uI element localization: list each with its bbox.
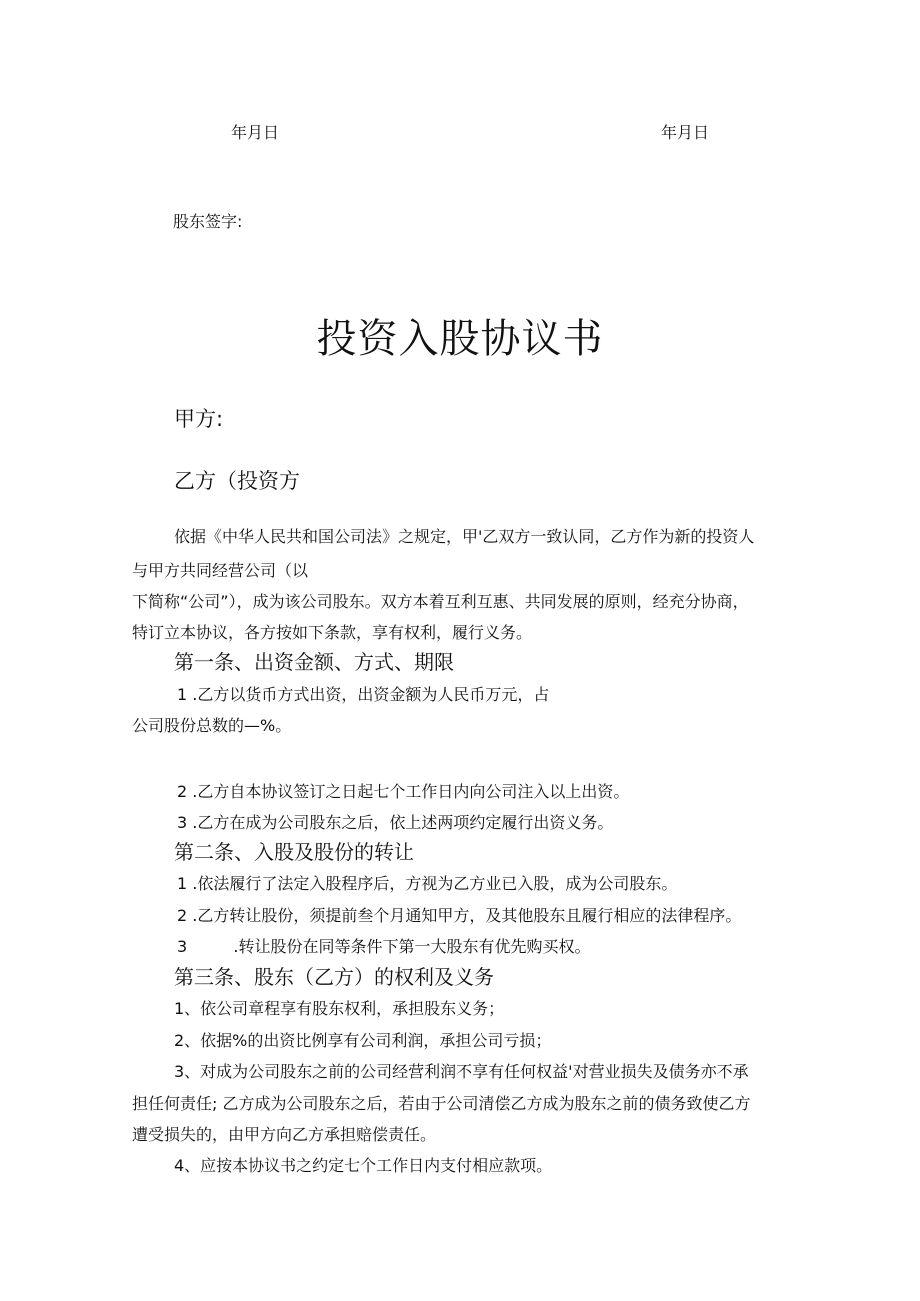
date-left: 年月日: [231, 123, 280, 142]
article-3-item-1: 1、依公司章程享有股东权利，承担股东义务；: [174, 999, 505, 1018]
intro-line-3: 下简称“公司”），成为该公司股东。双方本着互利互惠、共同发展的原则，经充分协商，: [132, 592, 749, 611]
article-2-item-3-text: .转让股份在同等条件下第一大股东有优先购买权。: [233, 937, 591, 956]
article-1-item-3: 3 .乙方在成为公司股东之后，依上述两项约定履行出资义务。: [177, 813, 614, 832]
article-2-item-3: [177, 936, 590, 958]
article-1-item-1-line-2: 公司股份总数的—%。: [132, 716, 292, 735]
intro-line-2: 与甲方共同经营公司（以: [132, 561, 309, 580]
article-1-item-1-line-1: 1 .乙方以货币方式出资，出资金额为人民币万元，占: [177, 685, 550, 704]
article-2-heading: 第二条、入股及股份的转让: [174, 840, 414, 864]
intro-line-4: 特订立本协议，各方按如下条款，享有权利，履行义务。: [132, 623, 533, 642]
article-2-item-3-number: 3: [177, 937, 188, 956]
article-2-item-2: 2 .乙方转让股份，须提前叁个月通知甲方，及其他股东且履行相应的法律程序。: [177, 906, 742, 925]
article-3-item-3-line-3: 遭受损失的，由甲方向乙方承担赔偿责任。: [132, 1125, 437, 1144]
signature-label: 股东签字:: [173, 212, 243, 231]
article-3-item-2: 2、依据%的出资比例享有公司利润，承担公司亏损；: [174, 1031, 552, 1050]
article-3-heading: 第三条、股东（乙方）的权利及义务: [174, 965, 494, 989]
party-b-label: 乙方（投资方: [174, 469, 300, 493]
article-2-item-1: 1 .依法履行了法定入股程序后，方视为乙方业已入股，成为公司股东。: [177, 874, 678, 893]
intro-line-1: 依据《中华人民共和国公司法》之规定，甲'乙双方一致认同，乙方作为新的投资人: [174, 527, 755, 546]
document-title: 投资入股协议书: [316, 316, 604, 362]
article-3-item-4: 4、应按本协议书之约定七个工作日内支付相应款项。: [174, 1156, 553, 1175]
article-3-item-3-line-1: 3、对成为公司股东之前的公司经营利润不享有任何权益'对营业损失及债务亦不承: [174, 1062, 749, 1081]
article-3-item-3-line-2: 担任何责任; 乙方成为公司股东之后，若由于公司清偿乙方成为股东之前的债务致使乙方: [132, 1094, 751, 1113]
party-a-label: 甲方:: [174, 407, 224, 431]
date-right: 年月日: [661, 123, 710, 142]
article-1-heading: 第一条、出资金额、方式、期限: [174, 650, 454, 674]
article-1-item-2: 2 .乙方自本协议签订之日起七个工作日内向公司注入以上出资。: [177, 782, 630, 801]
